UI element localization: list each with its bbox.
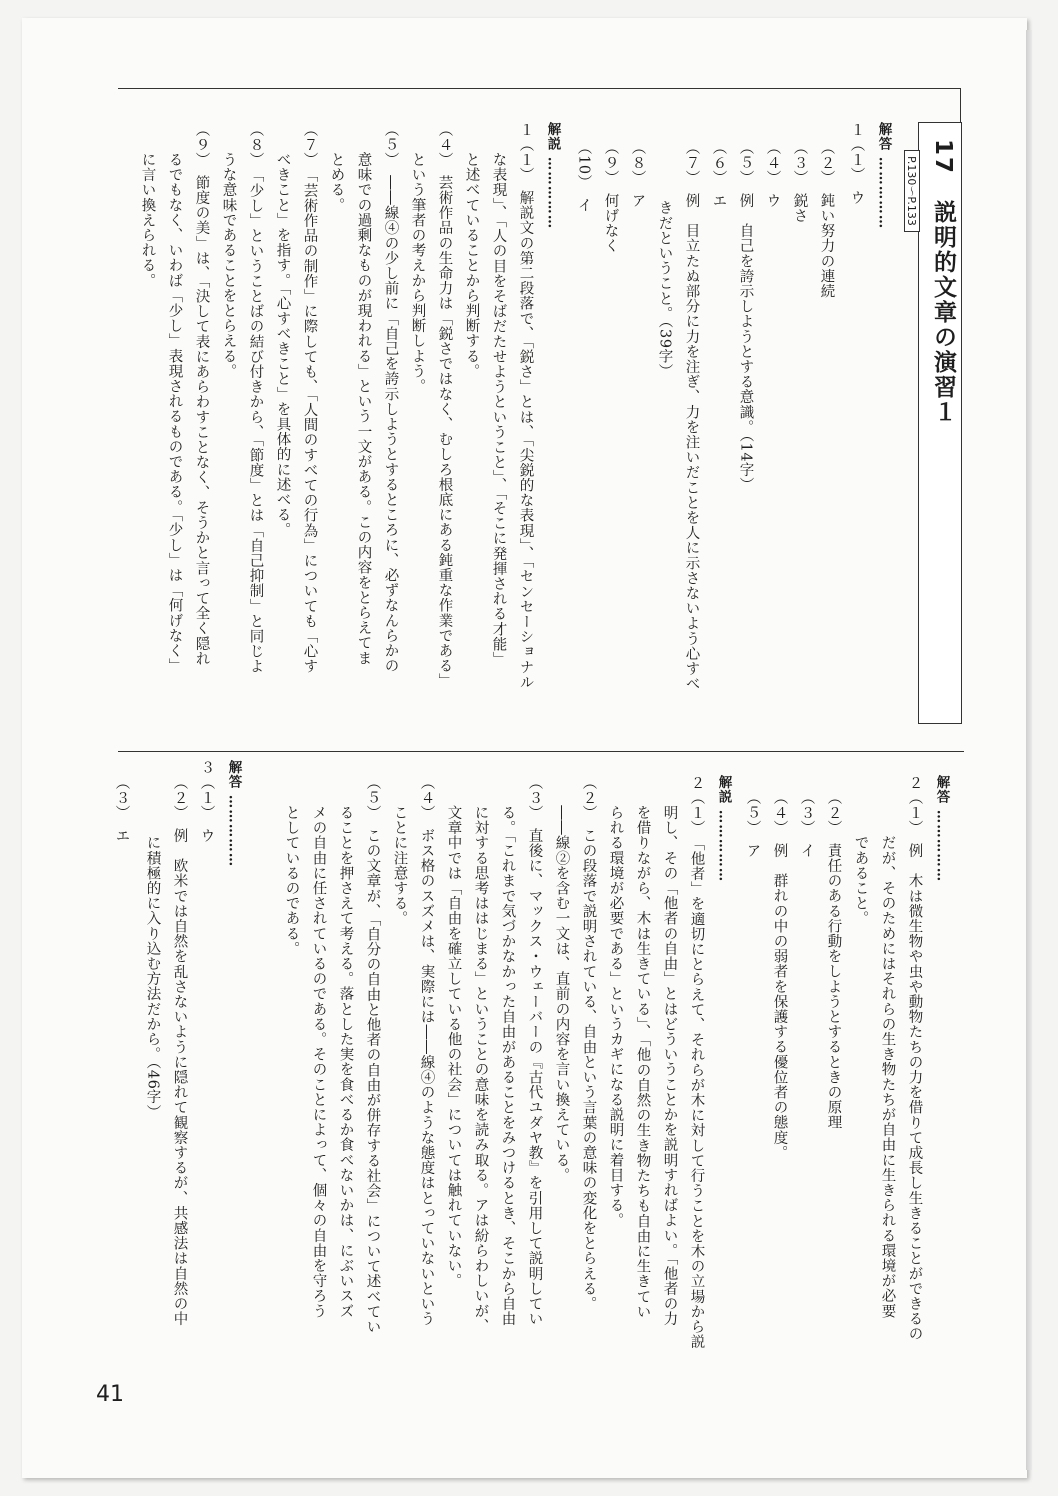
answer-line: （２） 責任のある行動をしようとするときの原理 [825, 790, 842, 1131]
answer-heading: 解答 …………… [875, 122, 892, 230]
answer-line: ３（１） ウ [198, 760, 215, 844]
explanation-line: （３） 直後に、マックス・ウェーバーの『古代ユダヤ教』を引用して説明してい [526, 775, 543, 1327]
answer-line: （10） イ [575, 140, 592, 213]
answer-line: １（１） ウ [848, 122, 865, 206]
answer-line: （５） 例 自己を誇示しようとする意識。（14字） [737, 140, 754, 493]
explanation-line: な表現」、「人の目をそばだたせようということ」、「そこに発揮される才能」 [490, 122, 507, 667]
explanation-line: ことに注意する。 [391, 775, 408, 926]
answer-line: （２） 例 欧米では自然を乱さないように隠れて観察するが、共感法は自然の中 [171, 775, 188, 1327]
answer-line: きだということ。（39字） [656, 140, 673, 379]
explanation-line: べきこと」を指す。「心すべきこと」を具体的に述べる。 [274, 122, 291, 538]
answer-line: （３） 鋭さ [791, 140, 808, 224]
answer-line: （５） ア [744, 790, 761, 859]
explanation-line: （７） 「芸術作品の制作」に際しても、「人間のすべての行為」についても「心す [301, 122, 318, 675]
answer-heading: 解答 …………… [933, 775, 950, 883]
explanation-line: るでもなく、いわば「少し」表現されるものである。「少し」は「何げなく」 [166, 122, 183, 674]
answer-line: に積極的に入り込む方法だから。（46字） [144, 775, 161, 1120]
section-title: 17 説明的文章の演習１ [930, 139, 956, 426]
explanation-line: ２（１） 「他者」を適切にとらえて、それらが木に対して行うことを木の立場から説 [688, 775, 705, 1350]
explanation-line: を借りながら、木は生きている」、「他の自然の生き物たちも自由に生きてい [634, 775, 651, 1320]
explanation-heading: 解説 …………… [544, 122, 561, 230]
explanation-line: られる環境が必要である」というカギになる説明に着目する。 [607, 775, 624, 1228]
answer-line: （６） エ [710, 140, 727, 209]
explanation-line: （８） 「少し」ということばの結び付きから、「節度」とは「自己抑制」と同じよ [247, 122, 264, 675]
explanation-line: （５） ――線④の少し前に「自己を誇示しようとするところに、必ずなんらかの [382, 122, 399, 674]
answer-line: （４） 例 群れの中の弱者を保護する優位者の態度。 [771, 790, 788, 1161]
answer-line: （７） 例 目立たぬ部分に力を注ぎ、力を注いだことを人に示さないよう心すべ [683, 140, 700, 692]
page-range-label: P.130〜P.133 [904, 150, 920, 232]
explanation-line: という筆者の考えから判断しよう。 [409, 122, 426, 394]
answer-line: （９） 何げなく [602, 140, 619, 254]
explanation-line: うな意味であることをとらえる。 [220, 122, 237, 379]
explanation-line: （９） 節度の美」は、「決して表にあらわすことなく、そうかと言って全く隠れ [193, 122, 210, 667]
explanation-line: 文章中では「自由を確立している他の社会」については触れていない。 [445, 775, 462, 1289]
page-edge [1026, 30, 1032, 1470]
explanation-heading: 解説 …………… [715, 775, 732, 883]
explanation-line: としているのである。 [283, 775, 300, 957]
answer-line: （８） ア [629, 140, 646, 209]
section-title-box [918, 122, 962, 724]
explanation-line: とめる。 [328, 122, 345, 213]
answer-line: （３） エ [113, 775, 130, 844]
answer-line: であること。 [852, 775, 869, 926]
answer-heading: 解答 …………… [225, 760, 242, 868]
answer-line: （２） 鈍い努力の連続 [818, 140, 835, 299]
answer-line: だが、そのためにはそれらの生き物たちが自由に生きられる環境が必要 [879, 775, 896, 1319]
explanation-line: メの自由に任されているのである。そのことによって、個々の自由を守ろう [310, 775, 327, 1319]
section-divider [118, 751, 964, 752]
explanation-line: （４） 芸術作品の生命力は「鋭さではなく、むしろ根底にある鈍重な作業である」 [436, 122, 453, 689]
answer-line: （４） ウ [764, 140, 781, 209]
answer-line: （３） イ [798, 790, 815, 859]
explanation-line: に対する思考ははじまる」ということの意味を読み取る。アは紛らわしいが、 [472, 775, 489, 1334]
explanation-line: ることを押さえて考える。落とした実を食べるか食べないかは、にぶいスズ [337, 775, 354, 1319]
page-number: 41 [96, 1382, 124, 1407]
explanation-line: る。「これまで気づかなかった自由があることをみつけるとき、そこから自由 [499, 775, 516, 1327]
explanation-line: 明し、その「他者の自由」とはどういうことかを説明すればよい。「他者の力 [661, 775, 678, 1327]
explanation-line: １（１） 解説文の第二段落で、「鋭さ」とは、「尖鋭的な表現」、「センセーショナル [517, 122, 534, 690]
explanation-line: 意味での過剰なものが現われる」という一文がある。この内容をとらえてま [355, 122, 372, 666]
explanation-line: ――線②を含む一文は、直前の内容を言い換えている。 [553, 775, 570, 1183]
explanation-line: （２） この段落で説明されている、自由という言葉の意味の変化をとらえる。 [580, 775, 597, 1312]
explanation-line: と述べていることから判断する。 [463, 122, 480, 379]
answer-line: ２（１） 例 木は微生物や虫や動物たちの力を借りて成長し生きることができるの [906, 775, 923, 1342]
explanation-line: （５） この文章が、「自分の自由と他者の自由が併存する社会」について述べてい [364, 775, 381, 1335]
explanation-line: （４） ボス格のスズメは、実際には――線④のような態度はとっていないという [418, 775, 435, 1327]
explanation-line: に言い換えられる。 [139, 122, 156, 289]
